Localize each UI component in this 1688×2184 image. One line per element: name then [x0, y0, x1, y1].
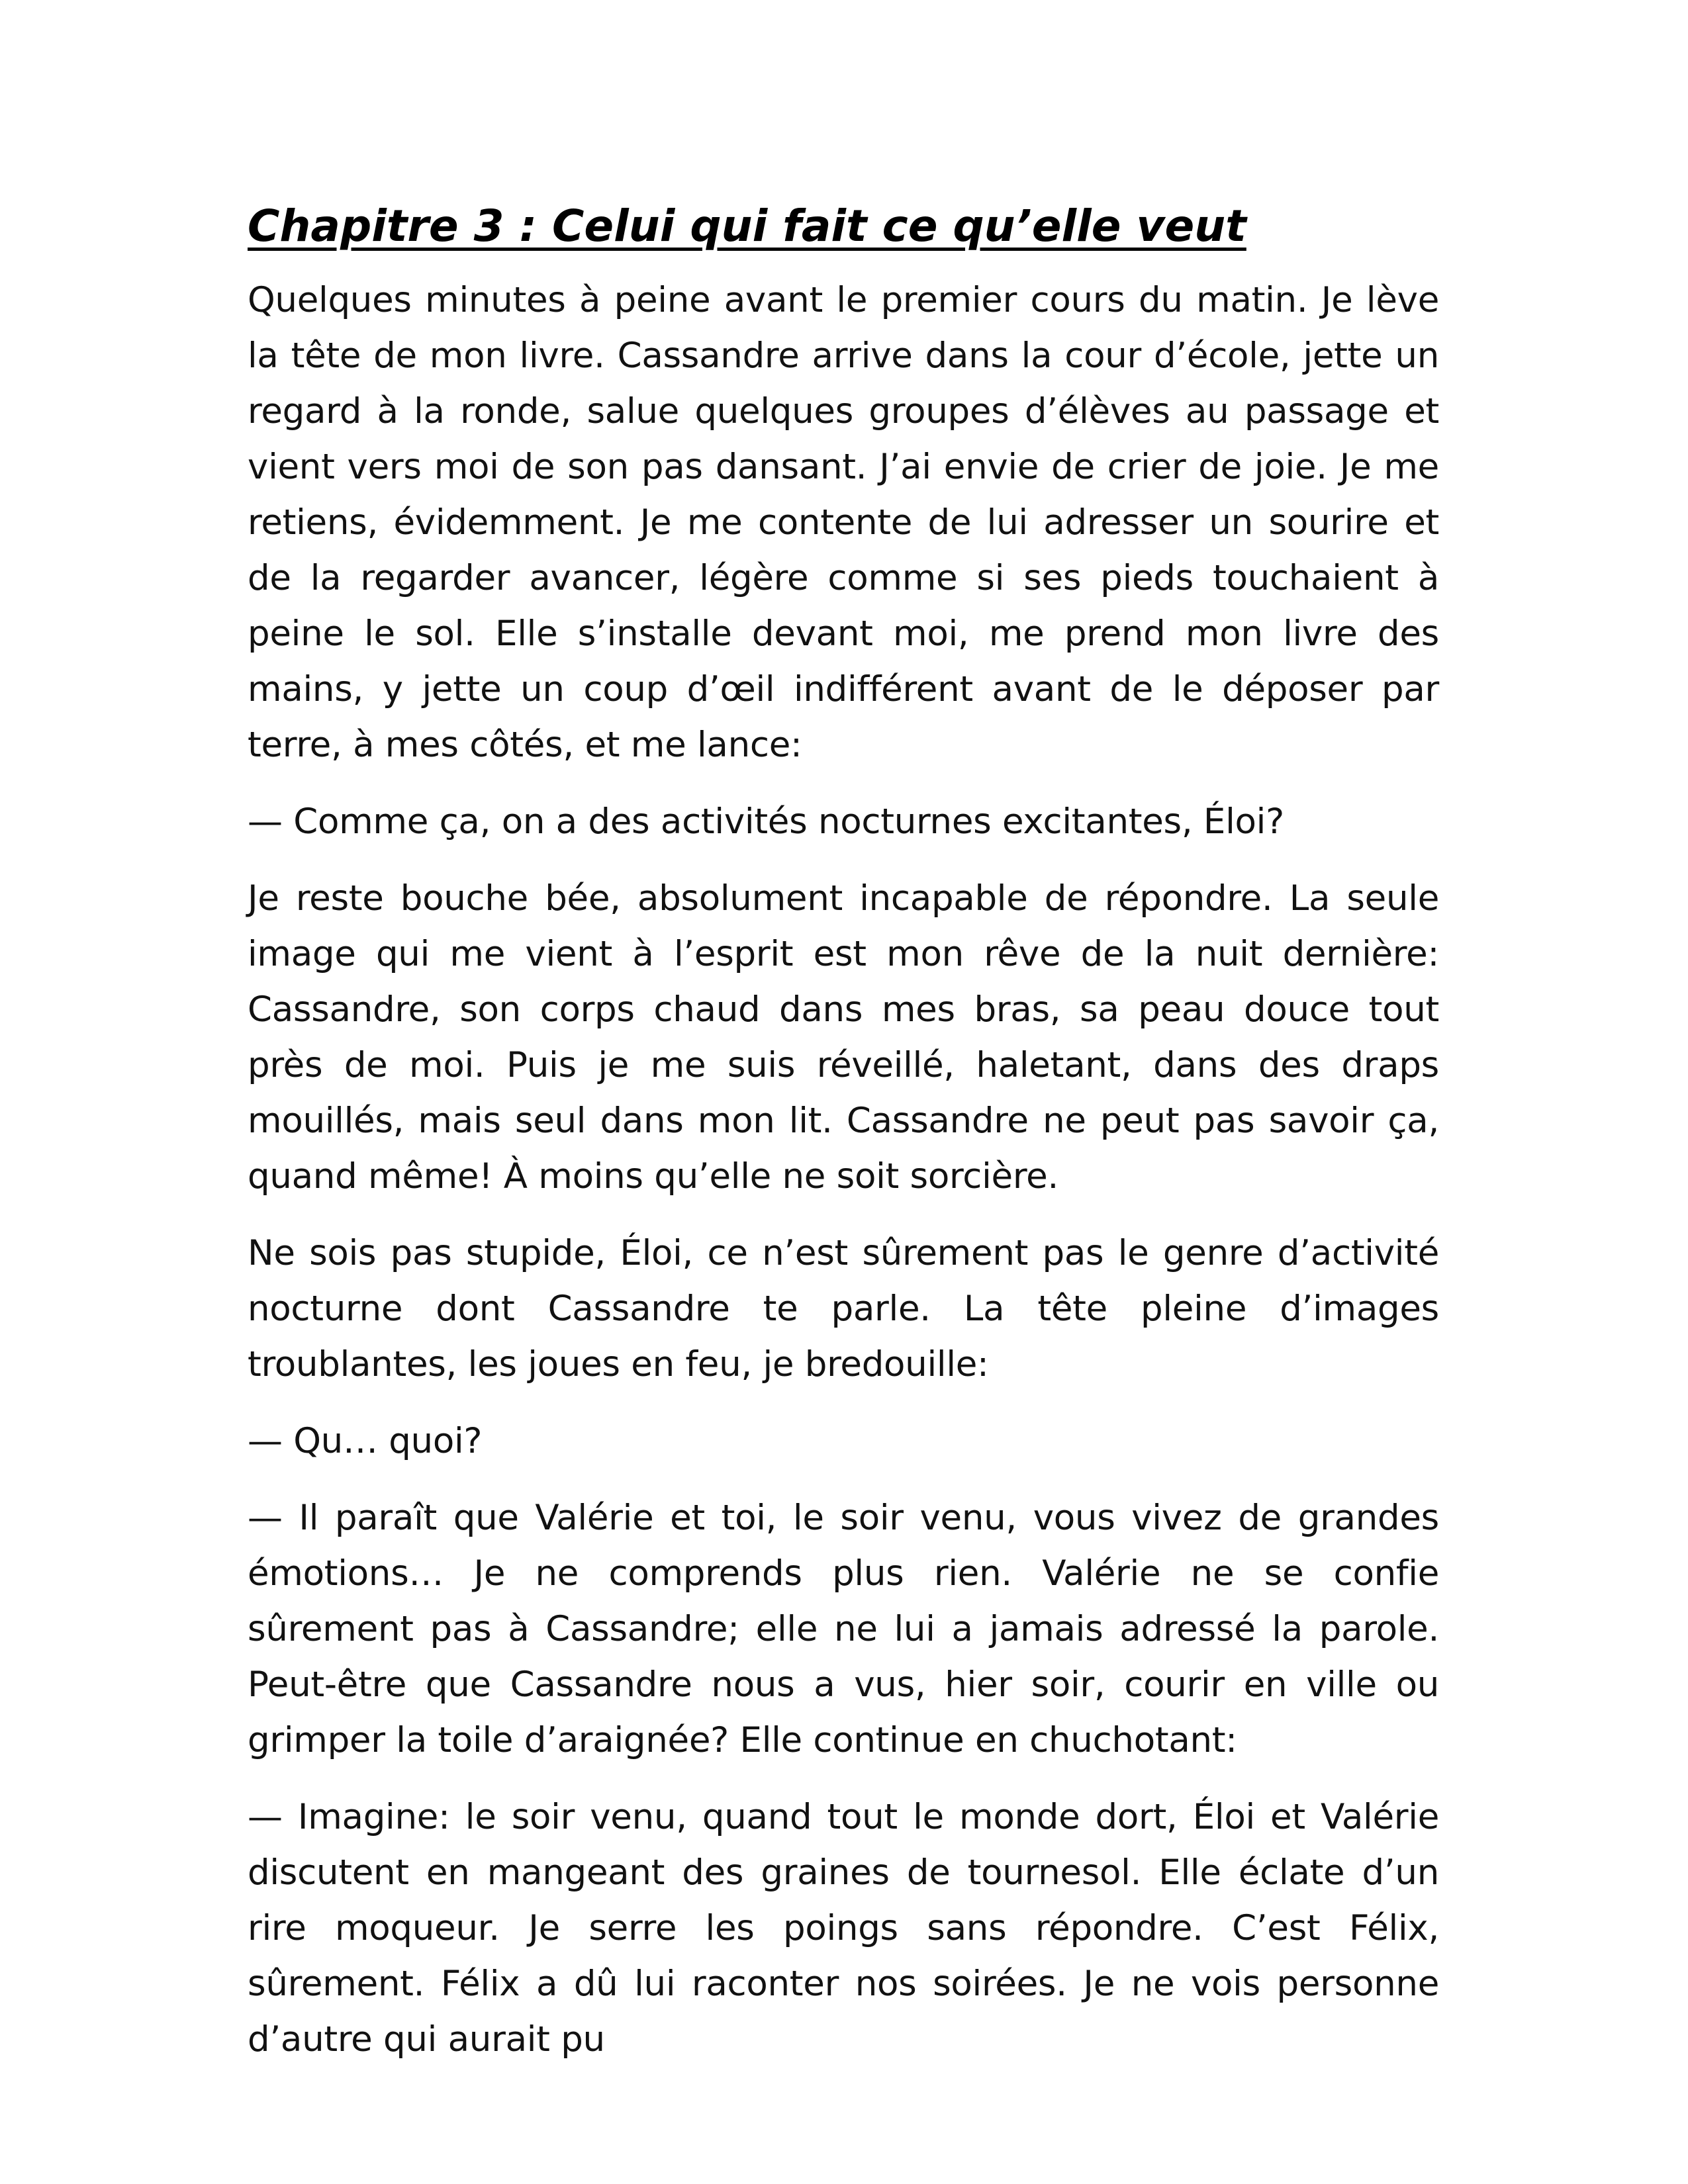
paragraph: Je reste bouche bée, absolument incapable de répondre. La seule image qui me vient à l’esprit est mon rêve de la nuit dernière: Cassandre, son corps chaud dans mes bras, sa peau douce tout près de moi. Puis je me suis réveillé, haletant, dans des draps mouillés, mais seul dans mon lit. Cassandre ne peut pas savoir ça, quand même! À moins qu’elle ne soit sorcière.	[248, 878, 1439, 1197]
document-page	[248, 199, 1439, 2089]
chapter-title: Chapitre 3 : Celui qui fait ce qu’elle veut	[248, 201, 1246, 251]
paragraph-opening: Quelques minutes à peine avant le premier cours du matin. Je lève la tête de mon livre. Cassandre arrive dans la cour d’école, jette un regard à la ronde, salue quelques groupes d’élèves au passage et vient vers moi de son pas dansant. J’ai envie de crier de joie. Je me retiens, évidemment. Je me contente de lui adresser un sourire et de la regarder avancer, légère comme si ses pieds touchaient à peine le sol. Elle s’installe devant moi, me prend mon livre des mains, y jette un coup d’œil indifférent avant de le déposer par terre, à mes côtés, et me lance:	[248, 280, 1439, 765]
dialogue-paragraph: — Imagine: le soir venu, quand tout le monde dort, Éloi et Valérie discutent en mangeant des graines de tournesol. Elle éclate d’un rire moqueur. Je serre les poings sans répondre. C’est Félix, sûrement. Félix a dû lui raconter nos soirées. Je ne vois personne d’autre qui aurait pu	[248, 1797, 1439, 2060]
paragraph: Ne sois pas stupide, Éloi, ce n’est sûrement pas le genre d’activité nocturne dont Cassandre te parle. La tête pleine d’images troublantes, les joues en feu, je bredouille:	[248, 1233, 1439, 1385]
dialogue-paragraph: — Il paraît que Valérie et toi, le soir venu, vous vivez de grandes émotions… Je ne comprends plus rien. Valérie ne se confie sûrement pas à Cassandre; elle ne lui a jamais adressé la parole. Peut-être que Cassandre nous a vus, hier soir, courir en ville ou grimper la toile d’araignée? Elle continue en chuchotant:	[248, 1498, 1439, 1760]
dialogue-line: — Comme ça, on a des activités nocturnes excitantes, Éloi?	[248, 801, 1284, 842]
dialogue-line: — Qu… quoi?	[248, 1421, 483, 1461]
